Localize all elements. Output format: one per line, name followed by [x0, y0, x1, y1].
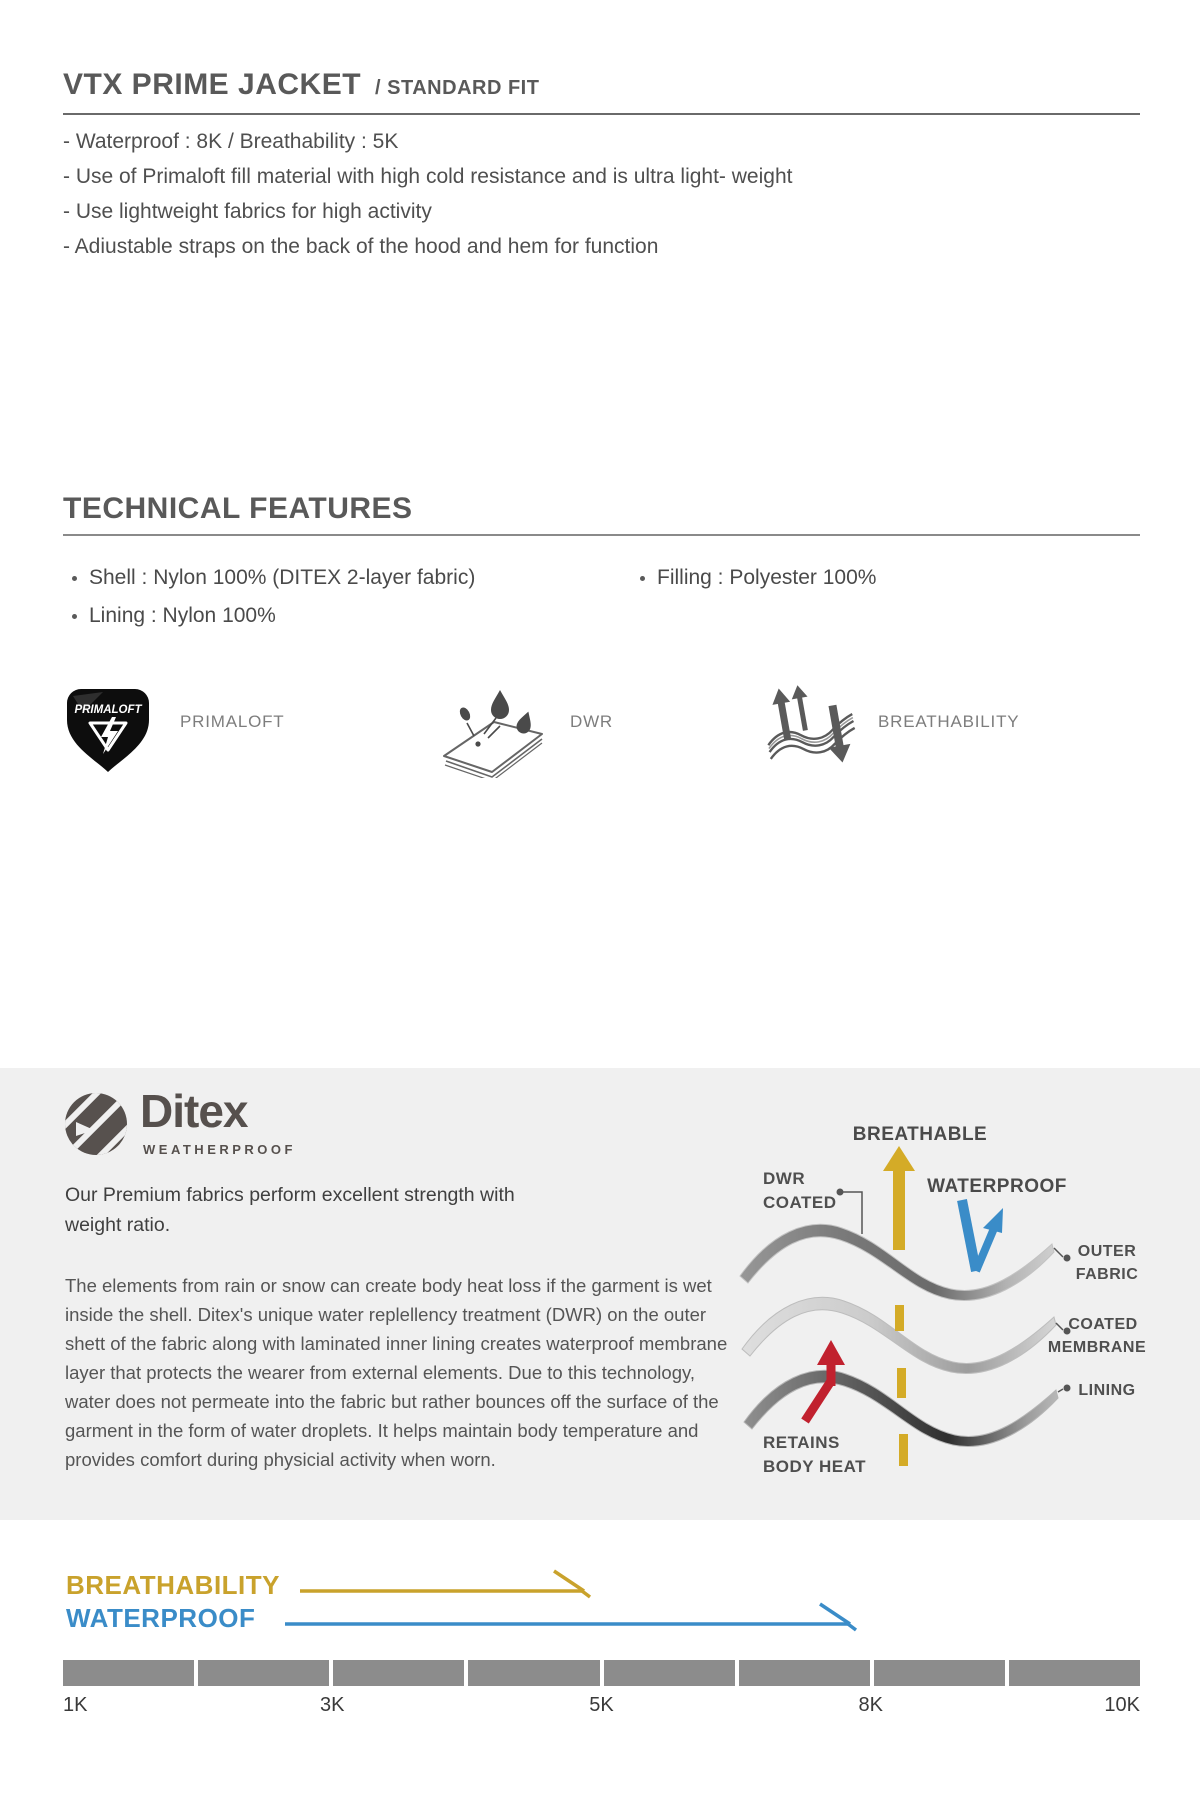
leader-line: [1054, 1248, 1063, 1257]
diagram-membrane-label: COATED: [1068, 1316, 1138, 1333]
diagram-retains-label: RETAINS: [763, 1433, 840, 1452]
ditex-brand-sub: WEATHERPROOF: [143, 1142, 296, 1157]
diagram-membrane-label: MEMBRANE: [1047, 1339, 1147, 1356]
waterproof-rating-label: WATERPROOF: [66, 1603, 256, 1633]
waterproof-arrow: [285, 1604, 856, 1630]
scale-tick: 10K: [1104, 1694, 1140, 1716]
scale-segment: [468, 1660, 599, 1686]
leader-line: [843, 1192, 862, 1234]
technical-features-heading: TECHNICAL FEATURES: [63, 492, 413, 525]
scale-segment: [198, 1660, 329, 1686]
diagram-retains-label: BODY HEAT: [763, 1457, 867, 1476]
ditex-brand: Ditex: [140, 1085, 248, 1137]
primaloft-logo-text: PRIMALOFT: [74, 704, 142, 716]
breathability-arrow: [300, 1571, 590, 1597]
scale-segment: [63, 1660, 194, 1686]
product-bullets: [63, 124, 1143, 264]
scale-tick-labels: [63, 1694, 1140, 1720]
primaloft-label: PRIMALOFT: [180, 712, 285, 731]
leader-line: [1056, 1323, 1063, 1330]
ditex-lead-text: Our Premium fabrics perform excellent strength with weight ratio.: [65, 1184, 515, 1236]
rating-scale-bar: [63, 1660, 1140, 1686]
leader-dot: [1064, 1255, 1071, 1262]
ditex-logo-icon: [64, 1092, 128, 1156]
ditex-body-text: The elements from rain or snow can create body heat loss if the garment is wet inside the shell. Ditex's unique water replellency treatment (DWR) on the outer shett of the fabric along with laminated inner lining creates waterproof membrane layer that protects the wearer from external elements. Due to this technology, water does not permeate into the fabric but rather bounces off the surface of the garment in the form of water droplets. It helps maintain body temperature and provides comfort during physicial activity when worn.: [65, 1275, 728, 1470]
bullet-item: - Adiustable straps on the back of the hood and hem for function: [63, 235, 659, 258]
waterproof-bounce-arrow: [962, 1200, 1003, 1271]
bullet-dot: [72, 614, 77, 619]
breathability-label: BREATHABILITY: [878, 712, 1020, 731]
scale-segment: [739, 1660, 870, 1686]
material-filling: [640, 566, 876, 590]
diagram-outer-fabric-label: OUTER: [1077, 1243, 1137, 1260]
leader-line: [1058, 1389, 1063, 1392]
ditex-section: [0, 1068, 1200, 1520]
scale-tick: 8K: [858, 1694, 883, 1716]
scale-segment: [1009, 1660, 1140, 1686]
page-title-row: [63, 68, 539, 102]
leader-dot: [1064, 1385, 1071, 1392]
fabric-layers-diagram: [645, 1068, 1155, 1520]
breathability-rating-label: BREATHABILITY: [66, 1570, 281, 1600]
diagram-outer-fabric-label: FABRIC: [1075, 1266, 1139, 1283]
primaloft-logo-icon: [63, 686, 153, 774]
diagram-lining-label: LINING: [1078, 1382, 1136, 1399]
dwr-icon: [438, 682, 550, 778]
scale-segment: [874, 1660, 1005, 1686]
material-lining: [72, 604, 276, 628]
material-shell-text: Shell : Nylon 100% (DITEX 2-layer fabric): [89, 566, 476, 589]
scale-segment: [604, 1660, 735, 1686]
breathable-up-arrow: [883, 1146, 915, 1250]
diagram-dwr-coated-label: COATED: [763, 1193, 837, 1212]
bullet-item: - Waterproof : 8K / Breathability : 5K: [63, 130, 399, 153]
vapor-dashes: [895, 1305, 908, 1466]
fit-label: / STANDARD FIT: [375, 77, 540, 99]
material-shell: [72, 566, 475, 590]
rating-arrows: [0, 1558, 1200, 1668]
scale-tick: 5K: [589, 1694, 614, 1716]
product-title: VTX PRIME JACKET: [63, 68, 362, 101]
bullet-dot: [72, 576, 77, 581]
diagram-dwr-coated-label: DWR: [763, 1169, 806, 1188]
bullet-dot: [640, 576, 645, 581]
scale-tick: 3K: [320, 1694, 345, 1716]
scale-segment: [333, 1660, 464, 1686]
technical-divider: [63, 534, 1140, 536]
bullet-item: - Use of Primaloft fill material with high cold resistance and is ultra light- weight: [63, 165, 793, 188]
bullet-item: - Use lightweight fabrics for high activity: [63, 200, 432, 223]
material-filling-text: Filling : Polyester 100%: [657, 566, 877, 589]
breathability-icon: [758, 678, 858, 778]
dwr-label: DWR: [570, 712, 613, 731]
title-divider: [63, 113, 1140, 115]
scale-tick: 1K: [63, 1694, 88, 1716]
diagram-breathable-label: BREATHABLE: [852, 1124, 988, 1145]
material-lining-text: Lining : Nylon 100%: [89, 604, 276, 627]
leader-dot: [837, 1189, 844, 1196]
diagram-waterproof-label: WATERPROOF: [927, 1176, 1067, 1197]
